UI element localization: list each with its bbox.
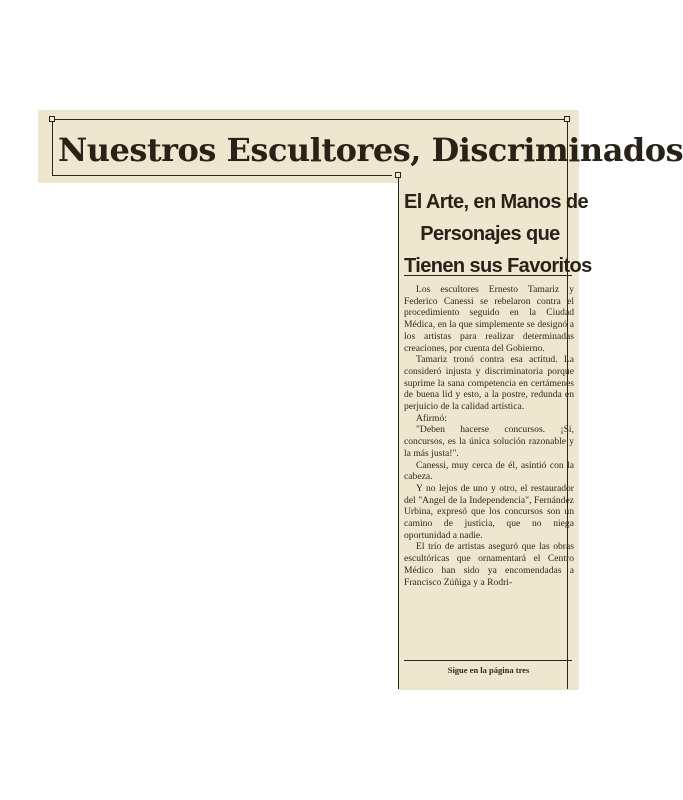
column-left-rule bbox=[398, 176, 399, 689]
subheadline bbox=[404, 186, 592, 282]
paragraph: Y no lejos de uno y otro, el restaurador del "Angel de la Independencia", Fernández Urbina, expresó que los concursos son un camino de justicia, que no niega oportunidad a nadie. bbox=[404, 482, 574, 541]
headline-bottom-rule bbox=[52, 175, 392, 176]
paragraph: "Deben hacerse concursos. ¡Sí, concursos, es la única solución razonable y la más justa!". bbox=[404, 424, 574, 459]
corner-ornament bbox=[395, 172, 401, 178]
subhead-line: Personajes que bbox=[420, 223, 560, 245]
subhead-line: Tienen sus Favoritos bbox=[404, 255, 592, 277]
footer-rule bbox=[404, 660, 572, 661]
paragraph: Canessi, muy cerca de él, asintió con la cabeza. bbox=[404, 459, 574, 483]
corner-ornament bbox=[49, 116, 55, 122]
subhead-line: El Arte, en Manos de bbox=[404, 191, 588, 213]
page-title: Nuestros Escultores, Discriminados bbox=[58, 131, 683, 169]
paragraph: Tamariz tronó contra esa actitud. La consideró injusta y discriminatoria porque suprime la sana competencia en certámenes de buena lid y esto, a la postre, redunda en perjuicio de la calidad artística. bbox=[404, 354, 574, 413]
article-body bbox=[404, 284, 574, 588]
paragraph: Afirmó: bbox=[416, 412, 447, 424]
paragraph: El trío de artistas aseguró que las obras escultóricas que ornamentará el Centro Médico han sido ya encomendadas a Francisco Zúñiga y a Rodri- bbox=[404, 541, 574, 588]
left-rule bbox=[52, 119, 53, 175]
top-rule bbox=[52, 119, 567, 120]
continuation-note: Sigue en la página tres bbox=[447, 665, 530, 675]
corner-ornament bbox=[564, 116, 570, 122]
paragraph: Los escultores Ernesto Tamariz y Federico Canessi se rebelaron contra el procedimiento seguido en la Ciudad Médica, en la que simplemente se designó a los artistas para realizar determinadas creaciones, por cuenta del Gobierno. bbox=[404, 284, 574, 354]
